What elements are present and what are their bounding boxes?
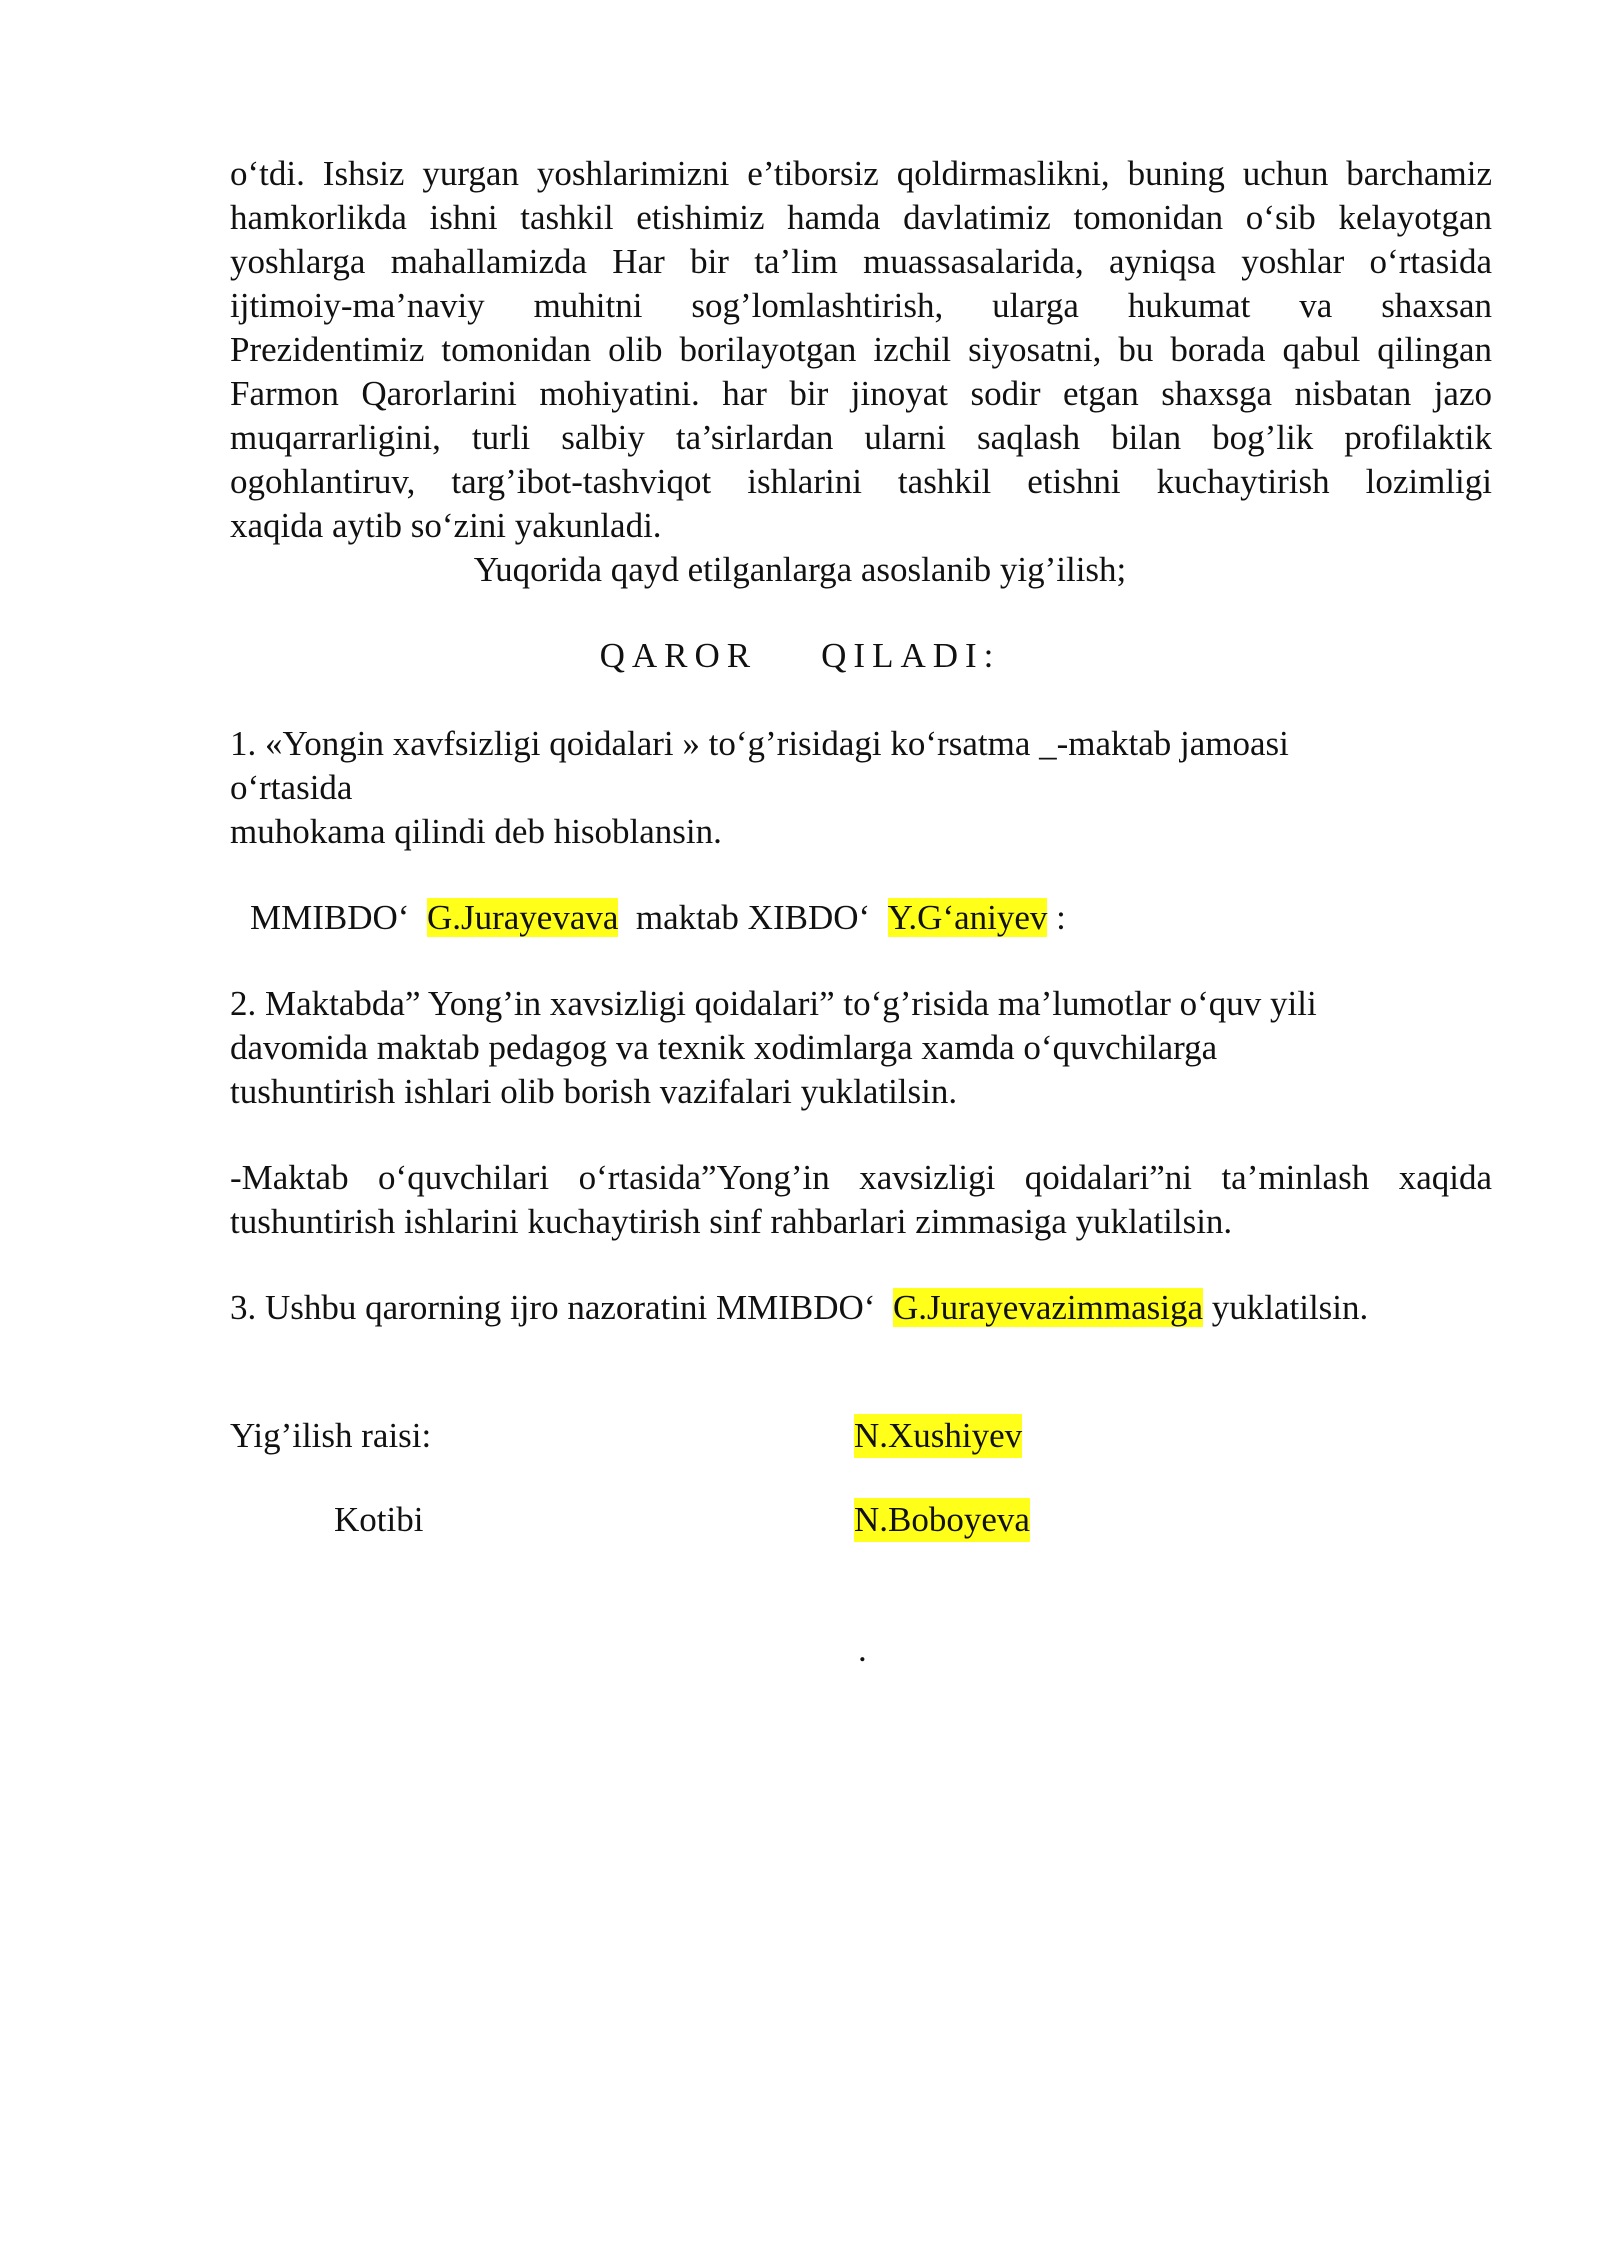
paragraph-line: Prezidentimiz tomonidan olib borilayotgan izchil siyosatni, bu borada qabul qilingan — [230, 330, 1492, 369]
decision-heading-part1: QAROR — [599, 636, 758, 675]
item2-line: davomida maktab pedagog va texnik xodimlarga xamda o‘quvchilarga — [230, 1028, 1218, 1067]
basis-statement: Yuqorida qayd etilganlarga asoslanib yig’ilish; — [473, 550, 1127, 589]
item1-line: o‘rtasida — [230, 768, 353, 807]
paragraph-line: o‘tdi. Ishsiz yurgan yoshlarimizni e’tiborsiz qoldirmaslikni, buning uchun barchamiz — [230, 154, 1492, 193]
item3-responsible-name: G.Jurayevazimmasiga — [892, 1288, 1203, 1327]
secretary-name: N.Boboyeva — [854, 1498, 1030, 1542]
chair-name: N.Xushiyev — [854, 1414, 1022, 1458]
speaker2-name: Y.G‘aniyev — [887, 898, 1048, 937]
item3-text: 3. Ushbu qarorning ijro nazoratini MMIBDO‘ — [230, 1288, 876, 1327]
paragraph-line: yoshlarga mahallamizda Har bir ta’lim muassasalarida, ayniqsa yoshlar o‘rtasida — [230, 242, 1492, 281]
decision-heading-part2: QILADI: — [821, 636, 1001, 675]
speaker1-name: G.Jurayevava — [426, 898, 619, 937]
chair-label: Yig’ilish raisi: — [230, 1416, 432, 1455]
speaker1-title: MMIBDO‘ — [250, 898, 410, 937]
paragraph-line: xaqida aytib so‘zini yakunladi. — [230, 506, 662, 545]
item3-line — [230, 1286, 1492, 1330]
item2b-line: tushuntirish ishlarini kuchaytirish sinf rahbarlari zimmasiga yuklatilsin. — [230, 1202, 1233, 1241]
speakers-line — [250, 896, 1512, 940]
paragraph-line: Farmon Qarorlarini mohiyatini. har bir jinoyat sodir etgan shaxsga nisbatan jazo — [230, 374, 1492, 413]
item1-line: 1. «Yongin xavfsizligi qoidalari » to‘g’risidagi ko‘rsatma _-maktab jamoasi — [230, 724, 1289, 763]
item3-suffix: yuklatilsin. — [1211, 1288, 1369, 1327]
paragraph-line: ogohlantiruv, targ’ibot-tashviqot ishlarini tashkil etishni kuchaytirish lozimligi — [230, 462, 1492, 501]
item2-line: tushuntirish ishlari olib borish vazifalari yuklatilsin. — [230, 1072, 958, 1111]
item2-line: 2. Maktabda” Yong’in xavsizligi qoidalari” to‘g’risida ma’lumotlar o‘quv yili — [230, 984, 1317, 1023]
paragraph-line: ijtimoiy-ma’naviy muhitni sog’lomlashtirish, ularga hukumat va shaxsan — [230, 286, 1492, 325]
paragraph-line: hamkorlikda ishni tashkil etishimiz hamda davlatimiz tomonidan o‘sib kelayotgan — [230, 198, 1492, 237]
speakers-colon: : — [1056, 898, 1066, 937]
decision-heading — [0, 634, 1600, 678]
paragraph-line: muqarrarligini, turli salbiy ta’sirlardan ularni saqlash bilan bog’lik profilaktik — [230, 418, 1492, 457]
item1-line: muhokama qilindi deb hisoblansin. — [230, 812, 722, 851]
speaker2-title: maktab XIBDO‘ — [635, 898, 871, 937]
footer-dot: . — [858, 1630, 867, 1669]
secretary-label: Kotibi — [334, 1500, 424, 1539]
item2b-line: -Maktab o‘quvchilari o‘rtasida”Yong’in xavsizligi qoidalari”ni ta’minlash xaqida — [230, 1158, 1492, 1197]
